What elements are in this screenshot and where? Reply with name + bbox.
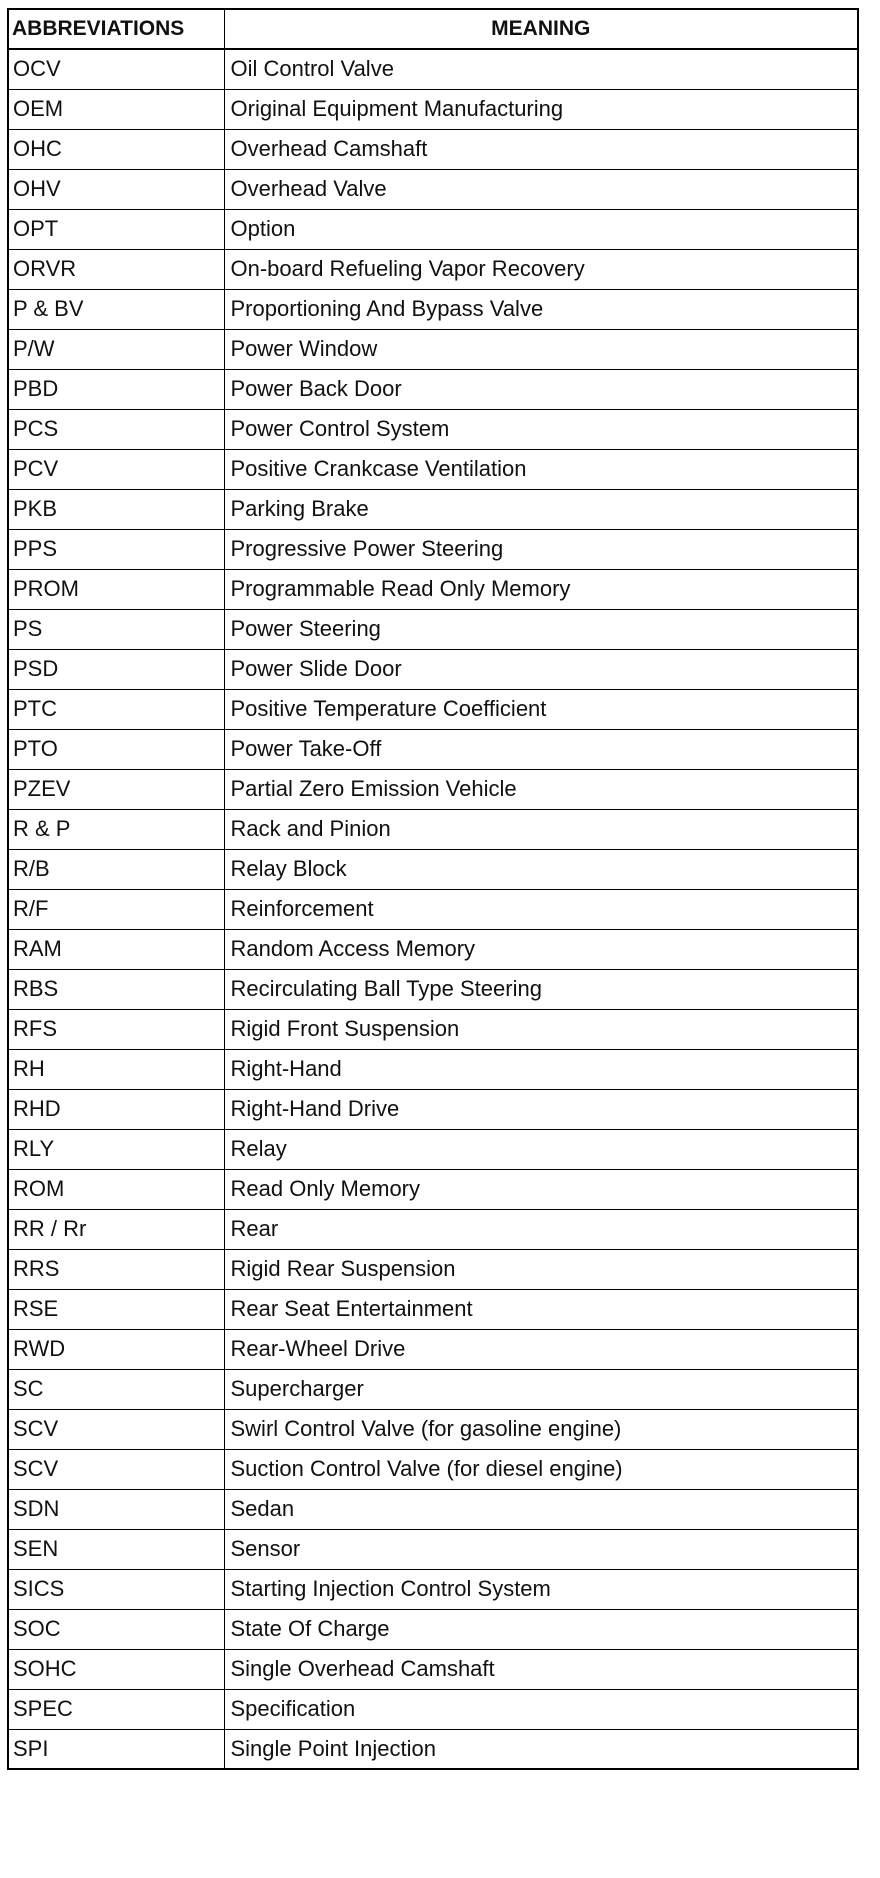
table-row [8,1409,858,1449]
meaning-cell: Relay Block [224,849,858,889]
abbreviation-cell: ROM [8,1169,224,1209]
meaning-cell: Right-Hand Drive [224,1089,858,1129]
table-row [8,1129,858,1169]
table-row [8,329,858,369]
meaning-cell: Programmable Read Only Memory [224,569,858,609]
meaning-cell: Single Overhead Camshaft [224,1649,858,1689]
abbreviation-cell: SDN [8,1489,224,1529]
abbreviation-cell: RRS [8,1249,224,1289]
meaning-cell: Power Control System [224,409,858,449]
abbreviation-cell: P/W [8,329,224,369]
table-row [8,1489,858,1529]
abbreviation-cell: SCV [8,1409,224,1449]
meaning-cell: Recirculating Ball Type Steering [224,969,858,1009]
meaning-cell: Overhead Valve [224,169,858,209]
abbreviation-cell: P & BV [8,289,224,329]
meaning-cell: Positive Crankcase Ventilation [224,449,858,489]
table-row [8,409,858,449]
abbreviation-cell: PTC [8,689,224,729]
meaning-cell: Parking Brake [224,489,858,529]
abbreviation-cell: RSE [8,1289,224,1329]
meaning-cell: Partial Zero Emission Vehicle [224,769,858,809]
meaning-cell: Sedan [224,1489,858,1529]
abbreviation-cell: PPS [8,529,224,569]
table-row [8,969,858,1009]
table-row [8,89,858,129]
abbreviation-cell: SEN [8,1529,224,1569]
meaning-cell: Read Only Memory [224,1169,858,1209]
table-row [8,689,858,729]
header-abbreviations: ABBREVIATIONS [8,9,224,49]
meaning-cell: Random Access Memory [224,929,858,969]
table-row [8,1369,858,1409]
abbreviation-cell: R/B [8,849,224,889]
table-row [8,1089,858,1129]
abbreviation-cell: RR / Rr [8,1209,224,1249]
meaning-cell: Rigid Rear Suspension [224,1249,858,1289]
abbreviation-cell: OEM [8,89,224,129]
table-row [8,449,858,489]
header-row [8,9,858,49]
abbreviation-cell: ORVR [8,249,224,289]
table-row [8,1289,858,1329]
abbreviation-cell: SOHC [8,1649,224,1689]
meaning-cell: Progressive Power Steering [224,529,858,569]
meaning-cell: State Of Charge [224,1609,858,1649]
table-row [8,1729,858,1769]
abbreviation-cell: RLY [8,1129,224,1169]
table-row [8,1249,858,1289]
meaning-cell: Power Window [224,329,858,369]
table-row [8,369,858,409]
table-row [8,769,858,809]
meaning-cell: Positive Temperature Coefficient [224,689,858,729]
abbreviation-cell: PCV [8,449,224,489]
abbreviation-cell: OHC [8,129,224,169]
table-row [8,49,858,89]
abbreviation-cell: PS [8,609,224,649]
meaning-cell: Suction Control Valve (for diesel engine) [224,1449,858,1489]
table-row [8,489,858,529]
abbreviation-cell: PZEV [8,769,224,809]
abbreviation-cell: RAM [8,929,224,969]
abbreviation-cell: R & P [8,809,224,849]
table-row [8,1609,858,1649]
abbreviation-cell: RFS [8,1009,224,1049]
abbreviation-cell: PBD [8,369,224,409]
meaning-cell: Rigid Front Suspension [224,1009,858,1049]
abbreviation-cell: OCV [8,49,224,89]
abbreviation-cell: OPT [8,209,224,249]
abbreviation-cell: SOC [8,1609,224,1649]
meaning-cell: Relay [224,1129,858,1169]
meaning-cell: Swirl Control Valve (for gasoline engine) [224,1409,858,1449]
table-row [8,889,858,929]
table-row [8,1689,858,1729]
table-row [8,849,858,889]
meaning-cell: On-board Refueling Vapor Recovery [224,249,858,289]
header-meaning: MEANING [224,9,858,49]
table-row [8,649,858,689]
table-row [8,249,858,289]
abbreviation-cell: RWD [8,1329,224,1369]
table-row [8,929,858,969]
meaning-cell: Original Equipment Manufacturing [224,89,858,129]
abbreviations-table [7,8,859,1770]
meaning-cell: Proportioning And Bypass Valve [224,289,858,329]
meaning-cell: Oil Control Valve [224,49,858,89]
meaning-cell: Starting Injection Control System [224,1569,858,1609]
meaning-cell: Sensor [224,1529,858,1569]
table-row [8,529,858,569]
meaning-cell: Option [224,209,858,249]
table-row [8,1329,858,1369]
meaning-cell: Single Point Injection [224,1729,858,1769]
meaning-cell: Rack and Pinion [224,809,858,849]
table-row [8,1649,858,1689]
meaning-cell: Rear [224,1209,858,1249]
abbreviation-cell: SCV [8,1449,224,1489]
table-body [8,49,858,1769]
abbreviation-cell: PCS [8,409,224,449]
abbreviation-cell: RH [8,1049,224,1089]
table-row [8,1209,858,1249]
table-row [8,1529,858,1569]
table-row [8,569,858,609]
meaning-cell: Right-Hand [224,1049,858,1089]
meaning-cell: Power Take-Off [224,729,858,769]
abbreviation-cell: PSD [8,649,224,689]
abbreviations-table-container [7,8,857,1770]
meaning-cell: Reinforcement [224,889,858,929]
table-row [8,809,858,849]
table-row [8,169,858,209]
abbreviation-cell: RHD [8,1089,224,1129]
meaning-cell: Power Slide Door [224,649,858,689]
abbreviation-cell: PROM [8,569,224,609]
table-row [8,1449,858,1489]
table-row [8,209,858,249]
abbreviation-cell: SPEC [8,1689,224,1729]
meaning-cell: Specification [224,1689,858,1729]
table-row [8,1049,858,1089]
abbreviation-cell: PKB [8,489,224,529]
table-row [8,1569,858,1609]
meaning-cell: Rear-Wheel Drive [224,1329,858,1369]
meaning-cell: Power Back Door [224,369,858,409]
table-row [8,129,858,169]
meaning-cell: Overhead Camshaft [224,129,858,169]
abbreviation-cell: PTO [8,729,224,769]
table-row [8,1169,858,1209]
abbreviation-cell: R/F [8,889,224,929]
abbreviation-cell: RBS [8,969,224,1009]
abbreviation-cell: SICS [8,1569,224,1609]
abbreviation-cell: OHV [8,169,224,209]
meaning-cell: Power Steering [224,609,858,649]
meaning-cell: Rear Seat Entertainment [224,1289,858,1329]
table-row [8,289,858,329]
table-row [8,1009,858,1049]
table-row [8,609,858,649]
abbreviation-cell: SC [8,1369,224,1409]
table-row [8,729,858,769]
abbreviation-cell: SPI [8,1729,224,1769]
table-header [8,9,858,49]
meaning-cell: Supercharger [224,1369,858,1409]
